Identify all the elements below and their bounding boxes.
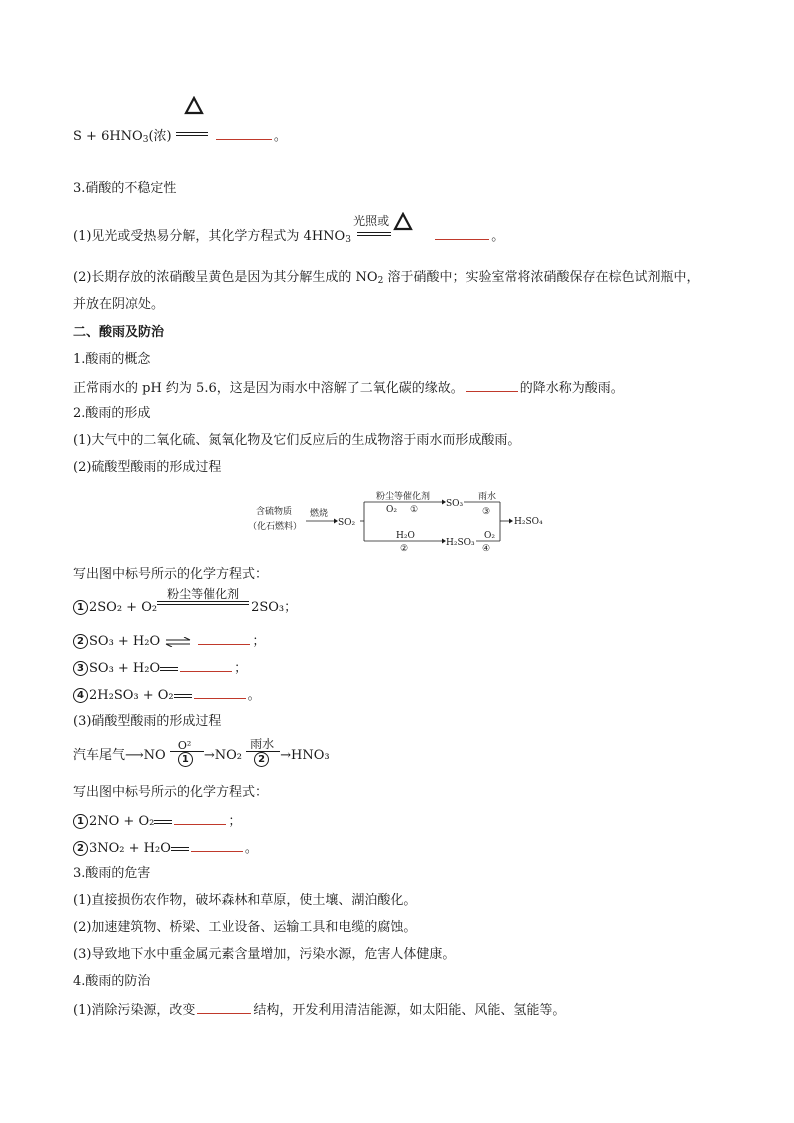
answer-blank[interactable]: [174, 811, 226, 825]
answer-blank[interactable]: [198, 631, 250, 645]
write-prompt-nitric: 写出图中标号所示的化学方程式：: [73, 785, 269, 800]
circled-number: 2: [254, 752, 269, 767]
arrow-icon: →: [203, 748, 215, 763]
paragraph-decomposition: (1)见光或受热易分解，其化学方程式为 $4HNO_3$ 光照或 。: [73, 214, 505, 245]
answer-blank[interactable]: [191, 838, 243, 852]
equation-5: 1 2NO + O₂ ；: [73, 811, 241, 831]
formation-paragraph-3: (3)硝酸型酸雨的形成过程: [73, 714, 222, 729]
heat-triangle-icon: [393, 212, 413, 232]
o2-label-b: O₂: [484, 531, 495, 541]
equation-sulfur-nitric: $S + 6HNO_3$(浓) 。: [73, 126, 287, 146]
equation-6: 2 3NO₂ + H₂O 。: [73, 838, 258, 858]
equation-2: 2 SO₃ + H₂O ；: [73, 631, 265, 651]
circled-number: 2: [73, 841, 88, 856]
so3-label: SO₃: [446, 499, 464, 509]
answer-blank[interactable]: [216, 126, 272, 140]
acid-rain-harm-title: 3.酸雨的危害: [73, 866, 151, 881]
section-3-title: 3.硝酸的不稳定性: [73, 181, 177, 196]
source-label-2: （化石燃料）: [248, 522, 303, 532]
num-4: ④: [482, 544, 491, 554]
answer-blank[interactable]: [197, 1000, 251, 1014]
rain-label: 雨水: [478, 492, 497, 502]
o2-label-a: O₂: [386, 505, 397, 515]
harm-paragraph-3: (3)导致地下水中重金属元素含量增加，污染水源，危害人体健康。: [73, 947, 456, 962]
answer-blank[interactable]: [435, 226, 489, 240]
so2-label: SO₂: [338, 518, 356, 528]
sulfuric-acid-rain-diagram: [248, 488, 558, 554]
equation-1: 1 2SO₂ + O₂ 粉尘等催化剂 2SO₃；: [73, 597, 297, 617]
h2o-label: H₂O: [396, 531, 415, 541]
circled-number: 1: [73, 600, 88, 615]
h2so4-label: H₂SO₄: [514, 517, 543, 527]
num-3: ③: [482, 507, 491, 517]
equation-4: 4 2H₂SO₃ + O₂ 。: [73, 685, 261, 705]
answer-blank[interactable]: [466, 378, 518, 392]
acid-rain-concept-title: 1.酸雨的概念: [73, 352, 151, 367]
circled-number: 3: [73, 661, 88, 676]
harm-paragraph-2: (2)加速建筑物、桥梁、工业设备、运输工具和电缆的腐蚀。: [73, 920, 417, 935]
heat-triangle-icon: [184, 96, 204, 116]
section-acid-rain-title: 二、酸雨及防治: [73, 325, 165, 340]
equation-3: 3 SO₃ + H₂O ；: [73, 658, 247, 678]
catalyst-label: 粉尘等催化剂: [376, 492, 431, 502]
arrow-icon: →: [280, 748, 292, 763]
paragraph-storage-line2: 并放在阴凉处。: [73, 297, 165, 312]
circled-number: 1: [178, 752, 193, 767]
num-2: ②: [400, 544, 409, 554]
long-arrow-icon: ⟶: [125, 748, 144, 763]
write-prompt-sulfuric: 写出图中标号所示的化学方程式：: [73, 567, 269, 582]
acid-rain-prevention-title: 4.酸雨的防治: [73, 974, 151, 989]
answer-blank[interactable]: [194, 685, 246, 699]
circled-number: 4: [73, 688, 88, 703]
formation-paragraph-2: (2)硫酸型酸雨的形成过程: [73, 460, 222, 475]
circled-number: 2: [73, 634, 88, 649]
answer-blank[interactable]: [180, 658, 232, 672]
h2so3-label: H₂SO₃: [446, 538, 475, 548]
source-label: 含硫物质: [256, 507, 293, 517]
acid-rain-concept-text: 正常雨水的 pH 约为 5.6，这是因为雨水中溶解了二氧化碳的缘故。 的降水称为酸雨。: [73, 378, 624, 398]
burn-label: 燃烧: [310, 509, 329, 519]
reversible-arrow-icon: [164, 637, 192, 647]
circled-number: 1: [73, 814, 88, 829]
prevention-paragraph-1: (1)消除污染源，改变 结构，开发利用清洁能源，如太阳能、风能、氢能等。: [73, 1000, 565, 1020]
nitric-acid-chain: 汽车尾气⟶NO $\frac{\text{O²}}{1}$ →NO₂ 雨水 2 →HNO₃: [73, 736, 330, 765]
paragraph-storage: (2)长期存放的浓硝酸呈黄色是因为其分解生成的 $NO_2$ 溶于硝酸中；实验室常将浓硝酸保存在棕色试剂瓶中，: [73, 270, 700, 286]
harm-paragraph-1: (1)直接损伤农作物，破坏森林和草原，使土壤、湖泊酸化。: [73, 893, 417, 908]
formation-paragraph-1: (1)大气中的二氧化硫、氮氧化物及它们反应后的生成物溶于雨水而形成酸雨。: [73, 433, 521, 448]
acid-rain-formation-title: 2.酸雨的形成: [73, 406, 151, 421]
num-1: ①: [410, 505, 419, 515]
